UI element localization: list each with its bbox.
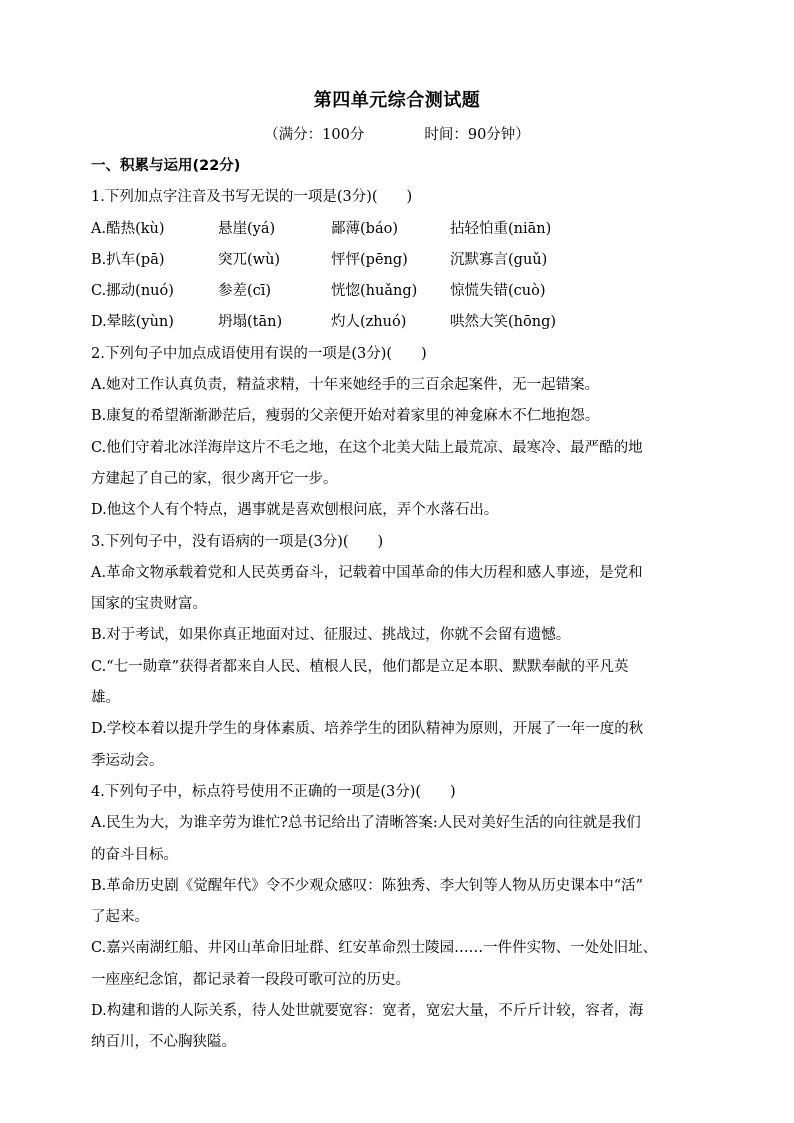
question-4-line: B.革命历史剧《觉醒年代》令不少观众感叹：陈独秀、李大钊等人物从历史课本中“活” (91, 877, 644, 894)
question-3-stem: 3.下列句子中，没有语病的一项是(3分)( ) (91, 533, 384, 550)
time-limit: 时间：90分钟） (424, 127, 530, 143)
question-3-line: 国家的宝贵财富。 (91, 596, 207, 613)
section-heading: 一、积累与运用(22分) (91, 158, 241, 174)
full-score: （满分：100分 (264, 127, 365, 143)
question-3-line: C.“七一勋章”获得者都来自人民、植根人民，他们都是立足本职、默默奉献的平凡英 (91, 658, 629, 675)
question-3-line: D.学校本着以提升学生的身体素质、培养学生的团队精神为原则，开展了一年一度的秋 (91, 721, 644, 738)
question-2-line: D.他这个人有个特点，遇事就是喜欢刨根问底，弄个水落石出。 (91, 502, 499, 519)
option-word: D.晕眩(yùn) (91, 314, 174, 331)
option-word: C.挪动(nuó) (91, 283, 174, 300)
question-4-line: 一座座纪念馆，都记录着一段段可歌可泣的历史。 (91, 971, 410, 988)
question-1-option-a (91, 214, 711, 245)
question-4-line: C.嘉兴南湖红船、井冈山革命旧址群、红安革命烈士陵园……一件件实物、一处处旧址、 (91, 940, 658, 957)
option-word: 沉默寡言(guǔ) (450, 251, 548, 268)
question-1-option-c (91, 276, 711, 307)
exam-content (91, 151, 711, 1059)
question-1-option-b (91, 245, 711, 276)
question-2-line: A.她对工作认真负责，精益求精，十年来她经手的三百余起案件，无一起错案。 (91, 377, 600, 394)
option-word: 拈轻怕重(niān) (450, 220, 552, 237)
question-2-stem: 2.下列句子中加点成语使用有误的一项是(3分)( ) (91, 345, 427, 362)
question-4-line: D.构建和谐的人际关系，待人处世就要宽容：宽者，宽宏大量，不斤斤计较，容者，海 (91, 1003, 644, 1020)
question-3-line: B.对于考试，如果你真正地面对过、征服过、挑战过，你就不会留有遗憾。 (91, 627, 571, 644)
option-word: 悬崖(yá) (218, 220, 276, 237)
question-2-line: B.康复的希望渐渐渺茫后，瘦弱的父亲便开始对着家里的神龛麻木不仁地抱怨。 (91, 408, 600, 425)
question-4-line: 的奋斗目标。 (91, 846, 178, 863)
question-2-line: 方建起了自己的家，很少离开它一步。 (91, 470, 338, 487)
question-4-stem: 4.下列句子中，标点符号使用不正确的一项是(3分)( ) (91, 783, 456, 800)
question-1-option-d (91, 307, 711, 338)
option-word: B.扒车(pā) (91, 251, 165, 268)
question-3-line: 雄。 (91, 690, 120, 707)
question-2-line: C.他们守着北冰洋海岸这片不毛之地，在这个北美大陆上最荒凉、最寒冷、最严酷的地 (91, 439, 643, 456)
option-word: 惊慌失错(cuò) (450, 283, 546, 300)
question-4-line: 了起来。 (91, 909, 149, 926)
option-word: 坍塌(tān) (218, 314, 283, 331)
option-word: 突兀(wù) (218, 251, 281, 268)
option-word: A.酷热(kù) (91, 220, 165, 237)
question-1-stem: 1.下列加点字注音及书写无误的一项是(3分)( ) (91, 189, 413, 206)
question-3-line: 季运动会。 (91, 752, 164, 769)
page-title: 第四单元综合测试题 (313, 90, 481, 111)
option-word: 灼人(zhuó) (331, 314, 407, 331)
option-word: 恍惚(huǎng) (331, 283, 418, 300)
option-word: 鄙薄(báo) (331, 220, 398, 237)
question-3-line: A.革命文物承载着党和人民英勇奋斗，记载着中国革命的伟大历程和感人事迹，是党和 (91, 564, 643, 581)
option-word: 参差(cī) (218, 283, 272, 300)
question-4-line: 纳百川，不心胸狭隘。 (91, 1034, 236, 1051)
question-4-line: A.民生为大，为谁辛劳为谁忙?总书记给出了清晰答案:人民对美好生活的向往就是我们 (91, 815, 641, 832)
option-word: 怦怦(pēng) (331, 251, 408, 268)
exam-meta (0, 123, 794, 144)
option-word: 哄然大笑(hōng) (450, 314, 557, 331)
